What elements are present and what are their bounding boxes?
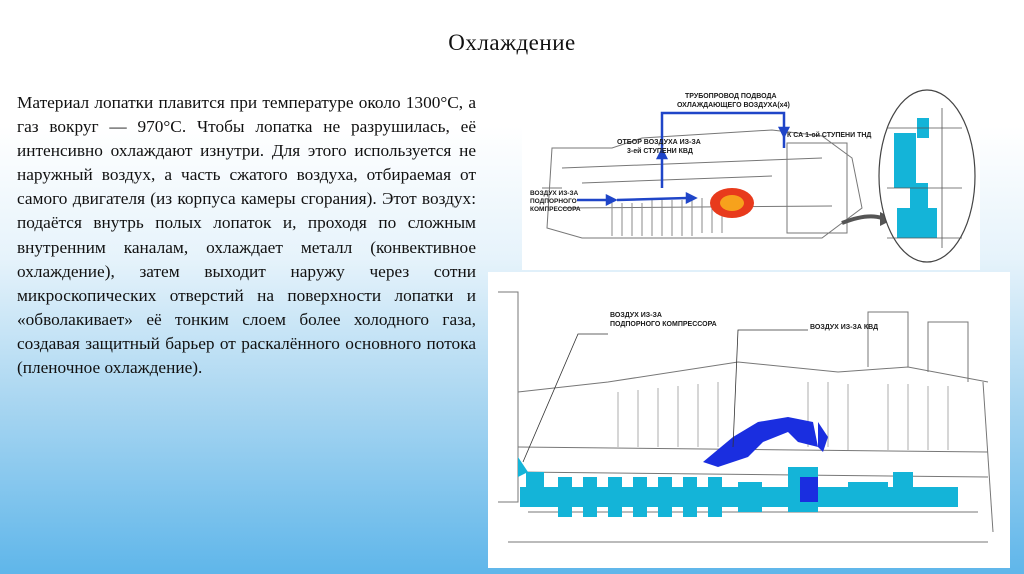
label-bottom-booster-line1: ВОЗДУХ ИЗ-ЗА (610, 312, 662, 319)
booster-air-path (518, 457, 958, 517)
label-bleed-line1: ОТБОР ВОЗДУХА ИЗ-ЗА (617, 139, 701, 146)
label-bottom-booster-line2: ПОДПОРНОГО КОМПРЕССОРА (610, 321, 717, 328)
label-booster-line2: ПОДПОРНОГО (530, 198, 577, 205)
engine-cooling-diagram-top (522, 88, 980, 270)
label-pipe-line1: ТРУБОПРОВОД ПОДВОДА (685, 93, 777, 100)
label-bleed-line2: 3-ей СТУПЕНИ КВД (627, 148, 693, 155)
label-pipe-line2: ОХЛАЖДАЮЩЕГО ВОЗДУХА(х4) (677, 102, 790, 109)
label-booster-line3: КОМПРЕССОРА (530, 206, 581, 213)
label-booster-line1: ВОЗДУХ ИЗ-ЗА (530, 190, 579, 197)
engine-section-drawing (522, 88, 980, 270)
engine-cooling-diagram-bottom (488, 272, 1010, 568)
slide-title: Охлаждение (448, 30, 576, 55)
label-lpt: К СА 1-ой СТУПЕНИ ТНД (787, 132, 872, 139)
body-paragraph: Материал лопатки плавится при температуре около 1300°С, а газ вокруг — 970°С. Чтобы лопатка не разрушилась, её интенсивно охлаждают изнутри. Для этого используется не наружный воздух, а часть сжатого воздуха, отбираемая от самого двигателя (из корпуса камеры сгорания). Этот воздух: подаётся внутрь полых лопаток и, проходя по сложным внутренним каналам, охлаждает металл (конвективное охлаждение), затем выходит наружу через сотни микроскопических отверстий на поверхности лопатки и «обволакивает» её тонким слоем более холодного газа, создавая защитный барьер от раскалённого основного потока (пленочное охлаждение). (17, 93, 476, 378)
label-bottom-hpc: ВОЗДУХ ИЗ-ЗА КВД (810, 324, 879, 331)
engine-full-section-drawing (488, 272, 1010, 568)
